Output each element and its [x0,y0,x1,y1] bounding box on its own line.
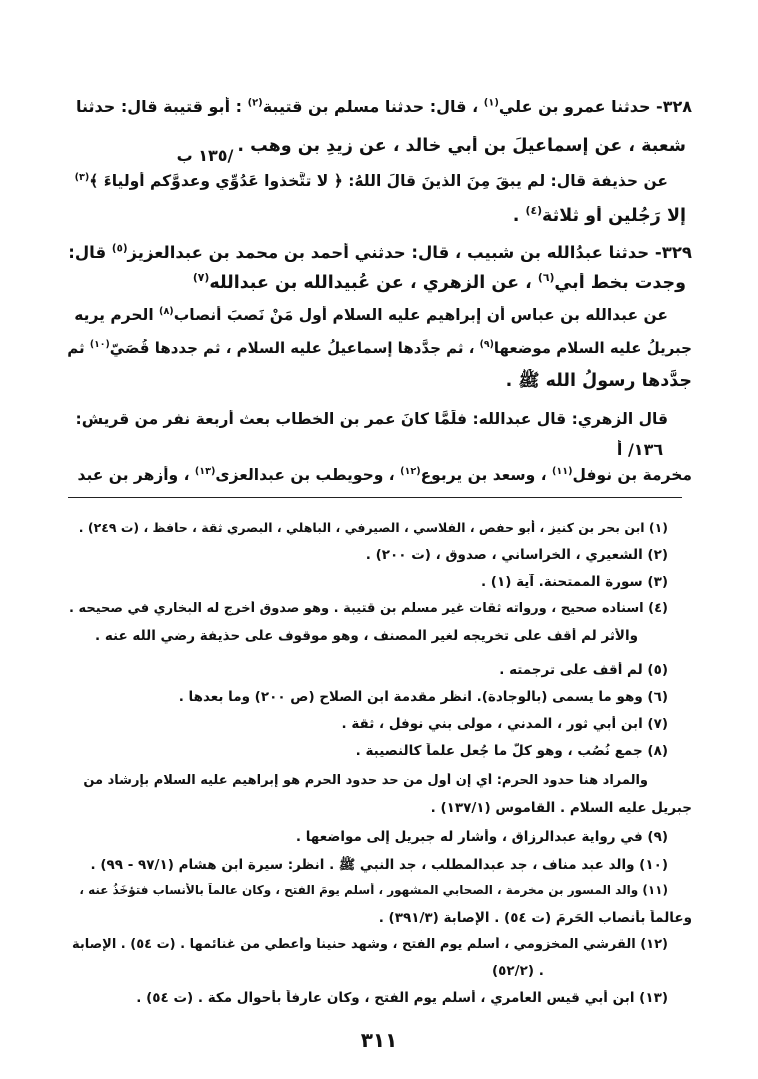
main-line-2: شعبة ، عن إسماعيلَ بن أبي خالد ، عن زيدِ بن وهب . [237,136,686,156]
footnote-13: (١٣) ابن أبي قيس العامري ، أسلم يوم الفتح ، وكان عارفاً بأحوال مكة . (ت ٥٤) . [136,990,668,1006]
main-line-8: جبريلُ عليه السلام موضعها$^{(٩)}$ ، ثم جدَّدها إسماعيلُ عليه السلام ، ثم جددها قُصَيّ$^{(١٠)}$ ثم [67,339,692,357]
footnote-11-continued: وعالماً بأنصاب الحَرمَ (ت ٥٤) . الإصابة (٣٩١/٣) . [378,910,692,926]
main-line-6: وجدت بخط أبي$^{(٦)}$ ، عن الزهري ، عن عُبيدالله بن عبدالله$^{(٧)}$ [192,273,686,293]
margin-ref-2: ١٣٦/ أ [616,440,664,459]
footnote-8: (٨) جمع نُصُب ، وهو كلُّ ما جُعل علماً كالنصيبة . [355,743,668,759]
main-line-1: ٣٢٨- حدثنا عمرو بن علي$^{(١)}$ ، قال: حدثنا مسلم بن قتيبة$^{(٢)}$ : أبو قتيبة قال: حدثنا [75,97,692,116]
footnote-separator [68,497,682,498]
margin-ref-1: /١٣٥ ب [176,146,234,165]
footnote-3: (٣) سورة الممتحنة. آية (١) . [480,574,668,590]
main-line-3: عن حذيفة قال: لم يبقَ مِنَ الذينَ قالَ اللهُ: ﴿ لا تتَّخذوا عَدُوِّي وعدوَّكم أولياءَ ﴾$^{(٣)}$ [74,172,668,190]
page-number: ٣١١ [360,1028,398,1052]
footnote-11: (١١) والد المسور بن مخرمة ، الصحابي المشهور ، أسلم يومَ الفتح ، وكان عالماً بالأنساب فتؤخَذُ عنه ، [79,883,668,897]
main-line-4: إلا رَجُلين أو ثلاثة$^{(٤)}$ . [512,206,686,226]
footnote-5: (٥) لم أقف على ترجمته . [499,662,668,678]
main-line-5: ٣٢٩- حدثنا عبدُالله بن شبيب ، قال: حدثني أحمد بن محمد بن عبدالعزيز$^{(٥)}$ قال: [68,243,692,262]
footnote-10: (١٠) والد عبد مناف ، جد عبدالمطلب ، جد النبي ﷺ . انظر: سيرة ابن هشام (٩٧/١ - ٩٩) . [90,857,668,873]
footnote-9: (٩) في رواية عبدالرزاق ، وأشار له جبريل إلى مواضعها . [295,829,668,845]
footnote-8-continued-2: جبريل عليه السلام . القاموس (١٣٧/١) . [430,800,692,816]
main-line-7: عن عبدالله بن عباس أن إبراهيم عليه السلام أول مَنْ نَصبَ أنصاب$^{(٨)}$ الحرم يريه [74,306,668,324]
footnote-6: (٦) وهو ما يسمى (بالوجادة). انظر مقدمة ابن الصلاح (ص ٢٠٠) وما بعدها . [178,689,668,705]
footnote-7: (٧) ابن أبي ثور ، المدني ، مولى بني نوفل ، ثقة . [341,716,668,732]
main-line-9: جدَّدها رسولُ الله ﷺ . [505,371,692,391]
footnote-1: (١) ابن بحر بن كنيز ، أبو حفص ، الفلاسي ، الصيرفي ، الباهلي ، البصري ثقة ، حافظ ، (ت ٢٤٩) . [78,520,668,535]
footnote-2: (٢) الشعيري ، الخراساني ، صدوق ، (ت ٢٠٠) . [365,547,668,563]
footnote-4: (٤) اسناده صحيح ، ورواته ثقات غير مسلم بن قتيبة . وهو صدوق أخرج له البخاري في صحيحه . [68,601,668,616]
footnote-8-continued-1: والمراد هنا حدود الحرم: أي إن أول من حد حدود الحرم هو إبراهيم عليه السلام بإرشاد من [83,773,648,788]
main-line-11: مخرمة بن نوفل$^{(١١)}$ ، وسعد بن يربوع$^{(١٢)}$ ، وحويطب بن عبدالعزى$^{(١٣)}$ ، وأزهر بن عبد [77,466,692,484]
main-line-10: قال الزهري: قال عبدالله: فلَمَّا كانَ عمر بن الخطاب بعث أربعة نفر من قريش: [75,410,668,428]
footnote-4-continued: والأثر لم أقف على تخريجه لغير المصنف ، وهو موقوف على حذيفة رضي الله عنه . [94,628,638,644]
footnote-12-continued: (٥٢/٢) . [492,963,544,979]
footnote-12: (١٢) القرشي المخزومي ، أسلم يوم الفتح ، وشهد حنيناً وأعطي من غنائمها . (ت ٥٤) . الإصابة [71,937,668,952]
